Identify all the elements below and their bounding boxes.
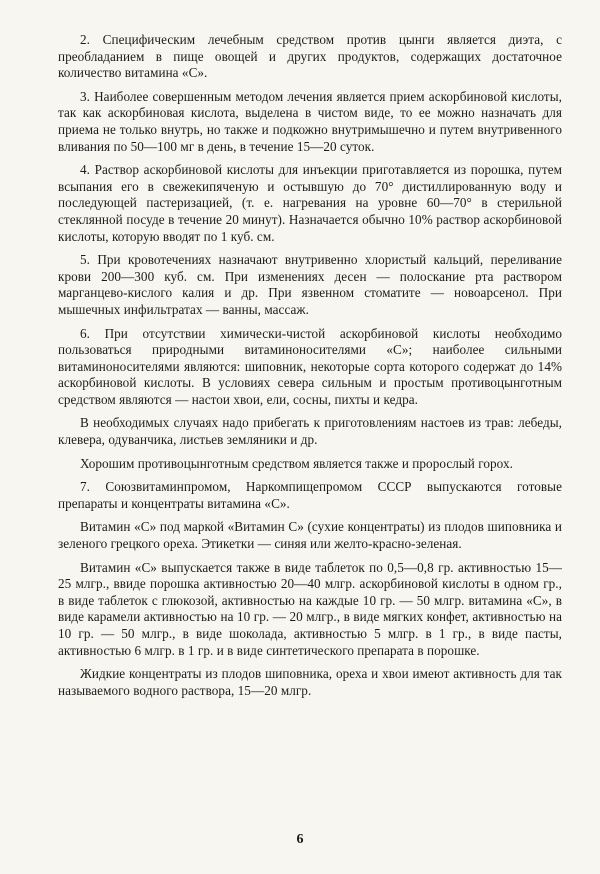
page-number: 6 xyxy=(296,832,304,847)
paragraph-7-industry-preparations: 7. Союзвитаминпромом, Наркомпищепромом СССР выпускаются готовые препараты и концентраты витамина «С». xyxy=(58,479,562,511)
paragraph-herbal-infusions: В необходимых случаях надо прибегать к приготовлениям настоев из трав: лебеды, клевера, одуванчика, листьев земляники и др. xyxy=(58,415,562,448)
paragraph-6-natural-sources: 6. При отсутствии химически-чистой аскорбиновой кислоты необходимо пользоваться природными витаминоносителями «С»; наиболее сильными витаминоносителями являются: шиповник, некоторые сорта которого содержат до 14% аскорбиновой кислоты. В условиях севера сильным и простым противоцынготным средством являются — настои хвои, ели, сосны, пихты и кедра. xyxy=(58,325,562,407)
paragraph-vitamin-c-forms: Витамин «С» выпускается также в виде таблеток по 0,5—0,8 гр. активностью 15—25 млгр., ввиде порошка активностью 20—40 млгр. аскорбиновой кислоты в одном гр., в виде таблеток с глюкозой, активностью на каждые 10 гр. — 50 млгр. витамина «С», в виде карамели активностью на 10 гр. — 20 млгр., в виде мягких конфет, активностью на 10 гр. — 50 млгр., в виде шоколада, активностью 5 млгр. в 1 гр., в виде пасты, активностью 6 млгр. в 1 гр. и в виде синтетического препарата в порошке. xyxy=(58,559,562,658)
paragraph-vitamin-c-brand: Витамин «С» под маркой «Витамин С» (сухие концентраты) из плодов шиповника и зеленого грецкого ореха. Этикетки — синяя или желто-красно-зеленая. xyxy=(58,519,562,552)
paragraph-liquid-concentrates: Жидкие концентраты из плодов шиповника, ореха и хвои имеют активность для так называемого водного раствора, 15—20 млгр. xyxy=(58,666,562,698)
paragraph-3-ascorbic-acid: 3. Наиболее совершенным методом лечения является прием аскорбиновой кислоты, так как аскорбиновая кислота, выделена в чистом виде, то ее можно назначать для приема не только внутрь, но также и подкожно внутримышечно и путем внутривенного вливания по 50—100 мг в день, в течение 15—20 суток. xyxy=(58,88,562,154)
paragraph-2-diet: 2. Специфическим лечебным средством против цынги является диэта, с преобладанием в пище овощей и других продуктов, содержащих достаточное количество витамина «С». xyxy=(58,32,562,81)
paragraph-5-bleeding-treatment: 5. При кровотечениях назначают внутривенно хлористый кальций, переливание крови 200—300 куб. см. При изменениях десен — полоскание рта раствором марганцево-кислого калия и др. При язвенном стоматите — новоарсенол. При мышечных инфильтратах — ванны, массаж. xyxy=(58,252,562,317)
paragraph-4-injection-solution: 4. Раствор аскорбиновой кислоты для инъекции приготавляется из порошка, путем всыпания его в свежекипяченую и остывшую до 70° дистиллированную воду и последующей пастеризацией, (т. е. нагревания на уровне 60—70° в стерильной стеклянной посуде в течение 20 минут). Назначается обычно 10% раствор аскорбиновой кислоты, которую вводят по 1 куб. см. xyxy=(58,162,562,244)
paragraph-sprouted-peas: Хорошим противоцынготным средством является также и пророслый горох. xyxy=(80,455,513,471)
